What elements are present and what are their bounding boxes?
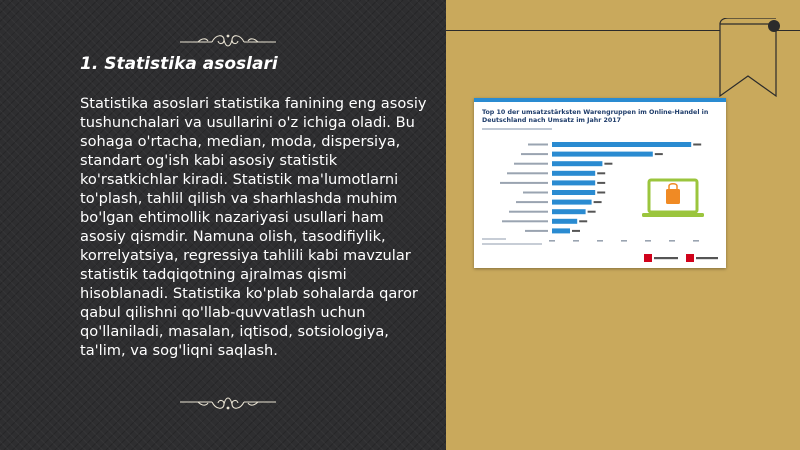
statista-logo [644, 254, 718, 262]
bottom-ornament-icon [178, 392, 278, 414]
bar [552, 152, 653, 157]
bar [552, 171, 595, 176]
bar [552, 200, 592, 205]
category-label [500, 182, 548, 184]
category-label [509, 211, 548, 213]
tick-label [549, 240, 555, 242]
category-label [525, 230, 548, 232]
tick-label [669, 240, 675, 242]
tick-label [597, 240, 603, 242]
bar [552, 161, 602, 166]
bar [552, 228, 570, 233]
value-label [597, 172, 605, 174]
category-label [507, 172, 548, 174]
bar [552, 219, 577, 224]
chart-note-line [482, 238, 506, 240]
tick-label [621, 240, 627, 242]
category-label [521, 153, 548, 155]
bar [552, 190, 595, 195]
bookmark-icon [716, 18, 780, 100]
chart-title: Top 10 der umsatzstärksten Warengruppen im Online-Handel in Deutschland nach Umsatz im Jahr 2017 [482, 109, 709, 124]
bar [552, 180, 595, 185]
chart-image [474, 98, 726, 268]
chart-source-line [482, 243, 542, 245]
top-ornament-icon [178, 30, 278, 52]
slide-body-text: Statistika asoslari statistika fanining eng asosiy tushunchalari va usullarini o'z ichiga oladi. Bu sohaga o'rtacha, median, moda, dispersiya, standart og'ish kabi asosiy statistik ko'rsatkichlar kiradi. Statistik ma'lumotlarni to'plash, tahlil qilish va sharhlashda muhim bo'lgan ehtimollik nazariyasi usullari ham asosiy qismdir. Namuna olish, tasodifiylik, korrelyatsiya, regressiya tahlili kabi mavzular statistik tadqiqotning ajralmas qismi hisoblanadi. Statistika ko'plab sohalarda qaror qabul qilishni qo'llab-quvvatlash uchun qo'llaniladi, masalan, iqtisod, sotsiologiya, ta'lim, va sog'liqni saqlash. [80, 95, 427, 359]
bar [552, 142, 691, 147]
bar [552, 209, 586, 214]
tick-label [645, 240, 651, 242]
chart-top-bar [474, 98, 726, 102]
value-label [588, 211, 596, 213]
slide-title: 1. Statistika asoslari [80, 54, 278, 74]
category-labels [500, 144, 548, 232]
category-label [514, 163, 548, 165]
chart-subtitle-line [482, 128, 552, 130]
category-label [516, 201, 548, 203]
value-label [655, 153, 663, 155]
value-label [604, 163, 612, 165]
x-axis-ticks [549, 240, 699, 242]
category-label [502, 220, 548, 222]
category-label [528, 144, 548, 146]
value-label [594, 201, 602, 203]
tick-label [693, 240, 699, 242]
value-label [597, 192, 605, 194]
value-label [572, 230, 580, 232]
value-label [693, 144, 701, 146]
category-label [523, 192, 548, 194]
laptop-bag-icon [642, 180, 704, 217]
value-label [597, 182, 605, 184]
value-label [579, 220, 587, 222]
tick-label [573, 240, 579, 242]
